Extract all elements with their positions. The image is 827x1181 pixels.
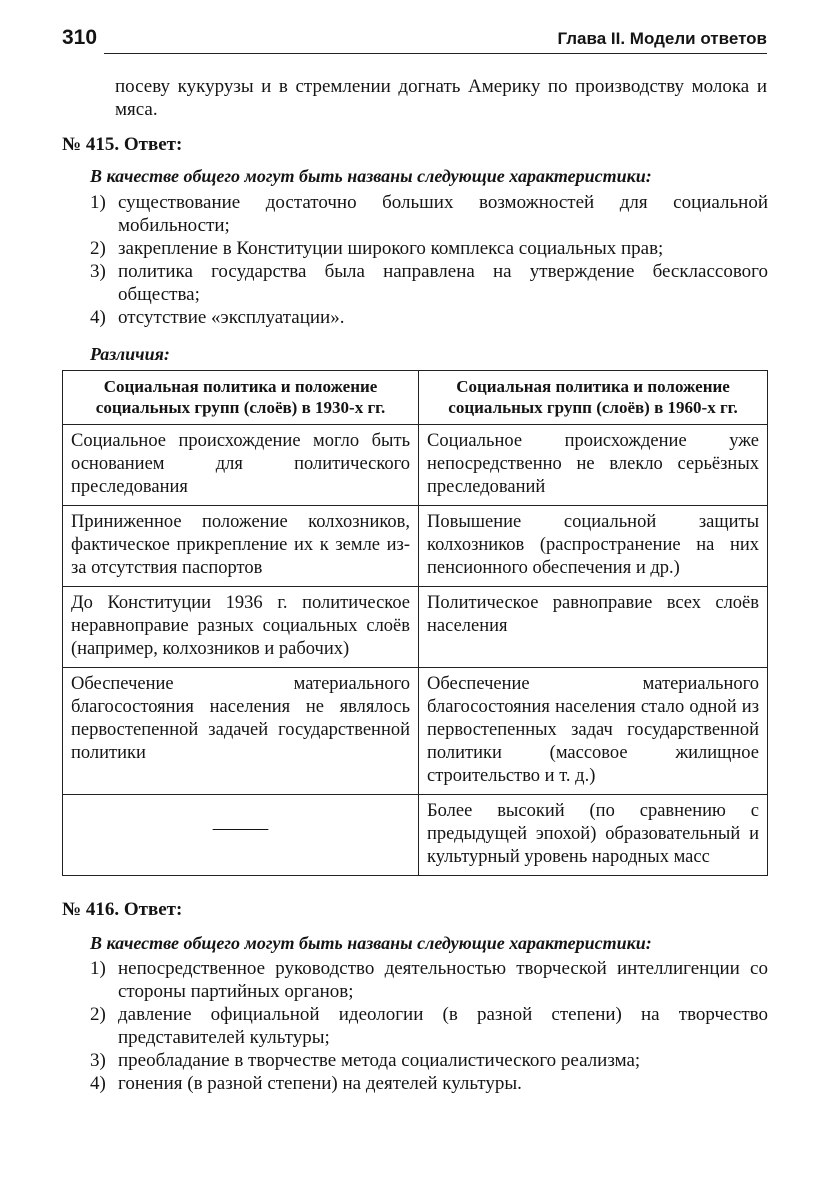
table-cell: Приниженное положение колхозников, фактическое прикрепление их к земле из-за отсутствия паспортов xyxy=(63,506,419,587)
table-cell: Обеспечение материального благосостояния населения стало одной из первостепенных задач государственной политики (массовое жилищное строительство и т. д.) xyxy=(419,668,768,795)
list-item: 3) политика государства была направлена на утверждение бесклассового общества; xyxy=(90,261,768,305)
answer-416-heading: № 416. Ответ: xyxy=(62,899,183,920)
table-row xyxy=(63,795,768,876)
list-item: 3) преобладание в творчестве метода социалистического реализма; xyxy=(90,1050,641,1071)
empty-cell-dash: ——— xyxy=(212,819,269,839)
table-cell: Повышение социальной защиты колхозников (распространение на них пенсионного обеспечения и др.) xyxy=(419,506,768,587)
continuation-paragraph: посеву кукурузы и в стремлении догнать Америку по производству молока и мяса. xyxy=(115,76,767,120)
answer-415-list xyxy=(90,191,768,329)
table-row xyxy=(63,668,768,795)
header-rule xyxy=(104,53,767,54)
table-cell: Социальное происхождение могло быть основанием для политического преследования xyxy=(63,425,419,506)
list-item: 4) отсутствие «эксплуатации». xyxy=(90,307,345,328)
column-header-1960s: Социальная политика и положение социальных групп (слоёв) в 1960-х гг. xyxy=(419,371,768,425)
table-cell: Обеспечение материального благосостояния населения не являлось первостепенной задачей государственной политики xyxy=(63,668,419,795)
table-row xyxy=(63,425,768,506)
list-item: 4) гонения (в разной степени) на деятелей культуры. xyxy=(90,1073,522,1094)
page-header xyxy=(62,26,767,54)
answer-416-list xyxy=(90,957,768,1095)
answer-416-subheading: В качестве общего могут быть названы следующие характеристики: xyxy=(90,933,652,953)
list-item: 1) существование достаточно больших возможностей для социальной мобильности; xyxy=(90,192,768,236)
table-row xyxy=(63,587,768,668)
table-cell: Более высокий (по сравнению с предыдущей эпохой) образовательный и культурный уровень народных масс xyxy=(419,795,768,876)
list-item: 1) непосредственное руководство деятельностью творческой интеллигенции со стороны партийных органов; xyxy=(90,958,768,1002)
column-header-1930s: Социальная политика и положение социальных групп (слоёв) в 1930-х гг. xyxy=(63,371,419,425)
answer-415-heading: № 415. Ответ: xyxy=(62,134,183,155)
list-item: 2) закрепление в Конституции широкого комплекса социальных прав; xyxy=(90,238,664,259)
page-number: 310 xyxy=(62,26,98,49)
table-row xyxy=(63,506,768,587)
table-cell: Социальное происхождение уже непосредственно не влекло серьёзных преследований xyxy=(419,425,768,506)
answer-415-subheading: В качестве общего могут быть названы следующие характеристики: xyxy=(90,166,652,186)
chapter-title: Глава II. Модели ответов xyxy=(557,29,767,48)
list-item: 2) давление официальной идеологии (в разной степени) на творчество представителей культуры; xyxy=(90,1004,768,1048)
table-cell: Политическое равноправие всех слоёв населения xyxy=(419,587,768,668)
differences-label: Различия: xyxy=(90,344,170,364)
table-cell xyxy=(63,795,419,876)
table-cell: До Конституции 1936 г. политическое неравноправие разных социальных слоёв (например, колхозников и рабочих) xyxy=(63,587,419,668)
comparison-table xyxy=(62,370,768,876)
table-header-row xyxy=(63,371,768,425)
